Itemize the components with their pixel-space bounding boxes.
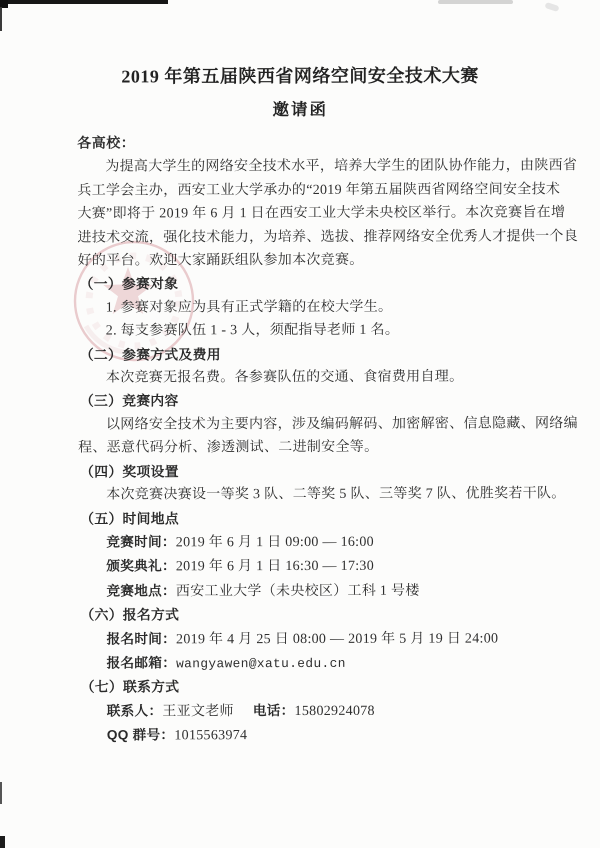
- field-label: 报名邮箱：: [106, 655, 177, 671]
- section-heading: （三）竞赛内容: [79, 393, 179, 410]
- info-line-qq-group: [79, 723, 525, 749]
- field-label: QQ 群号：: [106, 727, 175, 743]
- field-label: 竞赛时间：: [106, 534, 176, 550]
- section-heading: （四）奖项设置: [80, 464, 179, 480]
- info-line-contact-person: [79, 698, 525, 724]
- field-label: 联系人：: [106, 703, 163, 719]
- field-value: 2019 年 6 月 1 日 16:30 — 17:30: [175, 559, 375, 575]
- list-item: 2. 每支参赛队伍 1 - 3 人，须配指导老师 1 名。: [105, 322, 400, 339]
- contact-name: 王亚文老师: [162, 703, 234, 720]
- body-line: 以网络安全技术为主要内容，涉及编码解码、加密解密、信息隐藏、网络编: [105, 416, 578, 433]
- field-label: 报名时间：: [106, 630, 177, 647]
- intro-line: 兵工学会主办，西安工业大学承办的“2019 年第五届陕西省网络空间安全技术: [77, 182, 561, 199]
- field-label: 颁奖典礼：: [106, 558, 176, 574]
- info-line-award-ceremony: [78, 554, 524, 580]
- body-line: 程、恶意代码分析、渗透测试、二进制安全等。: [78, 440, 379, 456]
- salutation: 各高校：: [77, 136, 136, 152]
- info-line-registration-email: [79, 650, 525, 676]
- list-item: 1. 参赛对象应为具有正式学籍的在校大学生。: [105, 299, 393, 316]
- section-heading: （六）报名方式: [80, 607, 180, 623]
- info-line-competition-venue: [78, 578, 524, 604]
- intro-line: 大赛”即将于 2019 年 6 月 1 日在西安工业大学未央校区举行。本次竞赛旨在增: [77, 205, 566, 222]
- section-heading: （七）联系方式: [80, 679, 180, 695]
- intro-line: 好的平台。欢迎大家踊跃组队参加本次竞赛。: [77, 252, 364, 269]
- document-title: 2019 年第五届陕西省网络空间安全技术大赛: [121, 65, 479, 87]
- intro-line: 为提高大学生的网络安全技术水平，培养大学生的团队协作能力，由陕西省: [105, 158, 578, 175]
- field-value: 2019 年 6 月 1 日 09:00 — 16:00: [175, 534, 374, 551]
- field-value: 西安工业大学（未央校区）工科 1 号楼: [175, 583, 420, 600]
- email-address: wangyawen@xatu.edu.cn: [176, 655, 346, 672]
- body-line: 本次竞赛决赛设一等奖 3 队、二等奖 5 队、三等奖 7 队、优胜奖若干队。: [106, 486, 566, 503]
- info-line-competition-time: [78, 529, 524, 555]
- section-heading: （五）时间地点: [80, 510, 179, 527]
- document-subtitle: 邀请函: [272, 99, 328, 120]
- qq-group-number: 1015563974: [174, 728, 248, 744]
- intro-line: 进技术交流，强化技术能力，为培养、选拔、推荐网络安全优秀人才提供一个良: [77, 228, 579, 246]
- section-heading: （一）参赛对象: [79, 276, 179, 293]
- field-value: 2019 年 4 月 25 日 08:00 — 2019 年 5 月 19 日 24:00: [176, 631, 499, 647]
- body-line: 本次竞赛无报名费。各参赛队伍的交通、食宿费用自理。: [105, 369, 464, 386]
- info-line-registration-time: [79, 626, 525, 652]
- field-label: 竞赛地点：: [106, 583, 176, 599]
- phone-number: 15802924078: [294, 703, 375, 719]
- section-heading: （二）参赛方式及费用: [79, 346, 221, 363]
- field-label: 电话：: [252, 702, 295, 718]
